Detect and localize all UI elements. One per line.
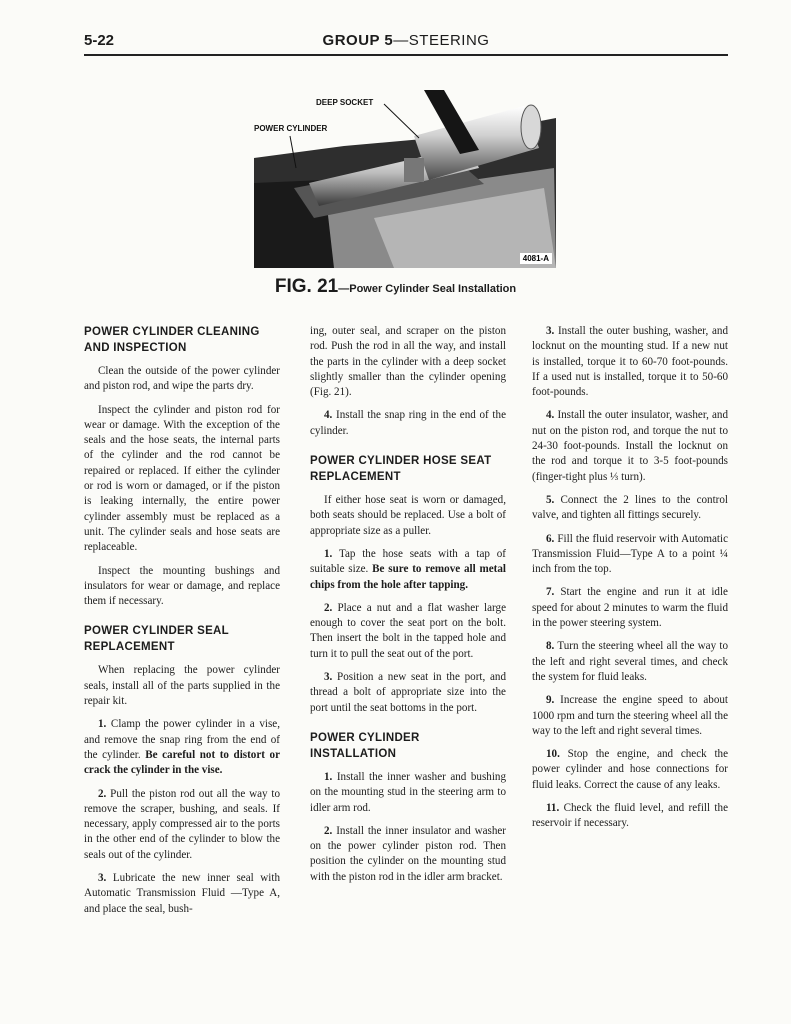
figure-label: FIG. 21 xyxy=(274,276,339,297)
step-text: Install the inner insulator and washer on the power cylinder piston rod. Then position the cylinder on the mounting stud with the piston rod in the idler arm bracket. xyxy=(310,824,506,883)
page-number: 5-22 xyxy=(84,32,115,49)
group-title-light: —STEERING xyxy=(393,32,490,49)
step-paragraph xyxy=(84,717,280,778)
callout-power-cylinder: POWER CYLINDER xyxy=(254,124,328,133)
step-text: Increase the engine speed to about 1000 rpm and turn the steering wheel all the way to the left and right several times. xyxy=(532,694,728,737)
step-text: Check the fluid level, and refill the reservoir if necessary. xyxy=(532,802,728,830)
step-paragraph xyxy=(310,824,506,885)
step-number: 7. xyxy=(546,586,555,599)
step-number: 5. xyxy=(546,493,555,506)
step-number: 2. xyxy=(324,824,333,837)
step-number: 10. xyxy=(546,748,560,761)
step-paragraph xyxy=(532,585,728,631)
step-text: Install the outer bushing, washer, and locknut on the mounting stud. If a new nut is installed, torque it to 60-70 foot-pounds. If a used nut is installed, torque it to 50-60 foot-pounds. xyxy=(532,325,728,399)
page-header xyxy=(84,32,728,54)
group-title-bold: GROUP 5 xyxy=(322,32,394,49)
column-1 xyxy=(84,324,280,925)
step-number: 3. xyxy=(98,872,107,885)
heading-cleaning-inspection: POWER CYLINDER CLEANING AND INSPECTION xyxy=(84,326,260,354)
figure-21 xyxy=(254,88,556,268)
step-number: 1. xyxy=(98,718,107,731)
step-paragraph xyxy=(310,770,506,816)
step-text: Install the outer insulator, washer, and nut on the piston rod, and torque the nut to 24-30 foot-pounds. Install the locknut on the rod and torque it to 3-5 foot-pounds (finger-tight plus ⅓ turn). xyxy=(532,409,728,483)
callout-deep-socket: DEEP SOCKET xyxy=(316,98,374,107)
step-text: Turn the steering wheel all the way to the left and right several times, and check the system for fluid leaks. xyxy=(532,640,728,683)
step-paragraph xyxy=(310,408,506,439)
step-paragraph xyxy=(532,493,728,524)
column-2 xyxy=(310,324,506,893)
paragraph: Clean the outside of the power cylinder and piston rod, and wipe the parts dry. xyxy=(84,365,280,393)
heading-hose-seat-replacement: POWER CYLINDER HOSE SEAT REPLACEMENT xyxy=(310,455,492,484)
step-number: 4. xyxy=(546,409,555,422)
step-text: Tap the hose seats with a tap of suitable size. xyxy=(310,547,506,576)
step-text: Fill the fluid reservoir with Automatic Transmission Fluid—Type A to a point ¼ inch from the top. xyxy=(532,532,728,576)
step-paragraph xyxy=(532,747,728,793)
step-text: Position a new seat in the port, and thread a bolt of appropriate size into the port until the seat bottoms in the port. xyxy=(310,671,506,714)
step-paragraph xyxy=(532,693,728,739)
step-text: Clamp the power cylinder in a vise, and remove the snap ring from the end of the cylinder. xyxy=(84,718,280,761)
step-number: 3. xyxy=(324,671,333,684)
step-paragraph xyxy=(532,639,728,685)
step-text: Place a nut and a flat washer large enough to cover the seat port on the bolt. Then insert the bolt in the tapped hole and turn it to pull the seat out of the port. xyxy=(310,601,506,660)
heading-seal-replacement: POWER CYLINDER SEAL REPLACEMENT xyxy=(84,625,229,654)
figure-title: —Power Cylinder Seal Installation xyxy=(338,283,517,295)
step-number: 6. xyxy=(546,532,555,545)
paragraph: Inspect the cylinder and piston rod for wear or damage. With the exception of the seals and the hose seats, the internal parts of the cylinder and the rod cannot be repaired or replaced. If either the cylinder or rod is worn or damaged, or if the piston is leaking internally, the entire power cylinder assembly must be replaced as a unit. The cylinder seals and hose seats are replaceable. xyxy=(84,403,280,554)
step-text: Start the engine and run it at idle speed for about 2 minutes to warm the fluid in the power steering system. xyxy=(532,586,728,630)
step-number: 8. xyxy=(546,640,555,653)
step-number: 2. xyxy=(98,787,107,800)
step-paragraph xyxy=(310,601,506,662)
step-number: 1. xyxy=(324,770,333,783)
step-paragraph xyxy=(532,801,728,832)
step-paragraph xyxy=(532,532,728,578)
step-text: Install the inner washer and bushing on the mounting stud in the steering arm to idler arm rod. xyxy=(310,770,506,814)
paragraph-continued: ing, outer seal, and scraper on the piston rod. Push the rod in all the way, and install the parts in the cylinder with a deep socket slightly smaller than the cylinder opening (Fig. 21). xyxy=(310,325,506,399)
step-text: Stop the engine, and check the power cylinder and hose connections for fluid leaks. Correct the cause of any leaks. xyxy=(532,748,728,791)
step-text: Connect the 2 lines to the control valve, and tighten all fittings securely. xyxy=(532,493,728,522)
step-paragraph xyxy=(84,871,280,917)
step-number: 3. xyxy=(546,325,555,337)
step-number: 4. xyxy=(324,409,333,422)
figure-photo xyxy=(254,88,556,268)
figure-caption xyxy=(0,276,791,298)
paragraph: If either hose seat is worn or damaged, both seats should be replaced. Use a bolt of appropriate size as a puller. xyxy=(310,494,506,537)
figure-code: 4081-A xyxy=(520,253,552,264)
step-paragraph xyxy=(84,787,280,863)
step-number: 11. xyxy=(546,802,560,815)
step-paragraph xyxy=(532,324,728,400)
caution-text: Be careful not to distort or crack the cylinder in the vise. xyxy=(84,748,280,777)
step-text: Lubricate the new inner seal with Automatic Transmission Fluid —Type A, and place the seal, bush- xyxy=(84,872,280,915)
step-text: Install the snap ring in the end of the cylinder. xyxy=(310,409,506,437)
step-paragraph xyxy=(310,670,506,716)
paragraph: Inspect the mounting bushings and insulators for wear or damage, and replace them if necessary. xyxy=(84,564,280,608)
step-number: 1. xyxy=(324,547,333,560)
step-number: 9. xyxy=(546,694,555,707)
caution-text: Be sure to remove all metal chips from the hole after tapping. xyxy=(310,563,506,591)
group-title xyxy=(84,32,728,49)
header-rule xyxy=(84,54,728,56)
paragraph: When replacing the power cylinder seals, install all of the parts supplied in the repair kit. xyxy=(84,664,280,708)
step-paragraph xyxy=(532,408,728,484)
heading-installation: POWER CYLINDER INSTALLATION xyxy=(310,731,420,760)
column-3 xyxy=(532,324,728,840)
step-paragraph xyxy=(310,547,506,593)
step-text: Pull the piston rod out all the way to remove the scraper, bushing, and seals. If necessary, apply compressed air to the ports in the other end of the cylinder to blow the seals out of the cylinder. xyxy=(84,787,280,861)
step-number: 2. xyxy=(324,601,333,614)
